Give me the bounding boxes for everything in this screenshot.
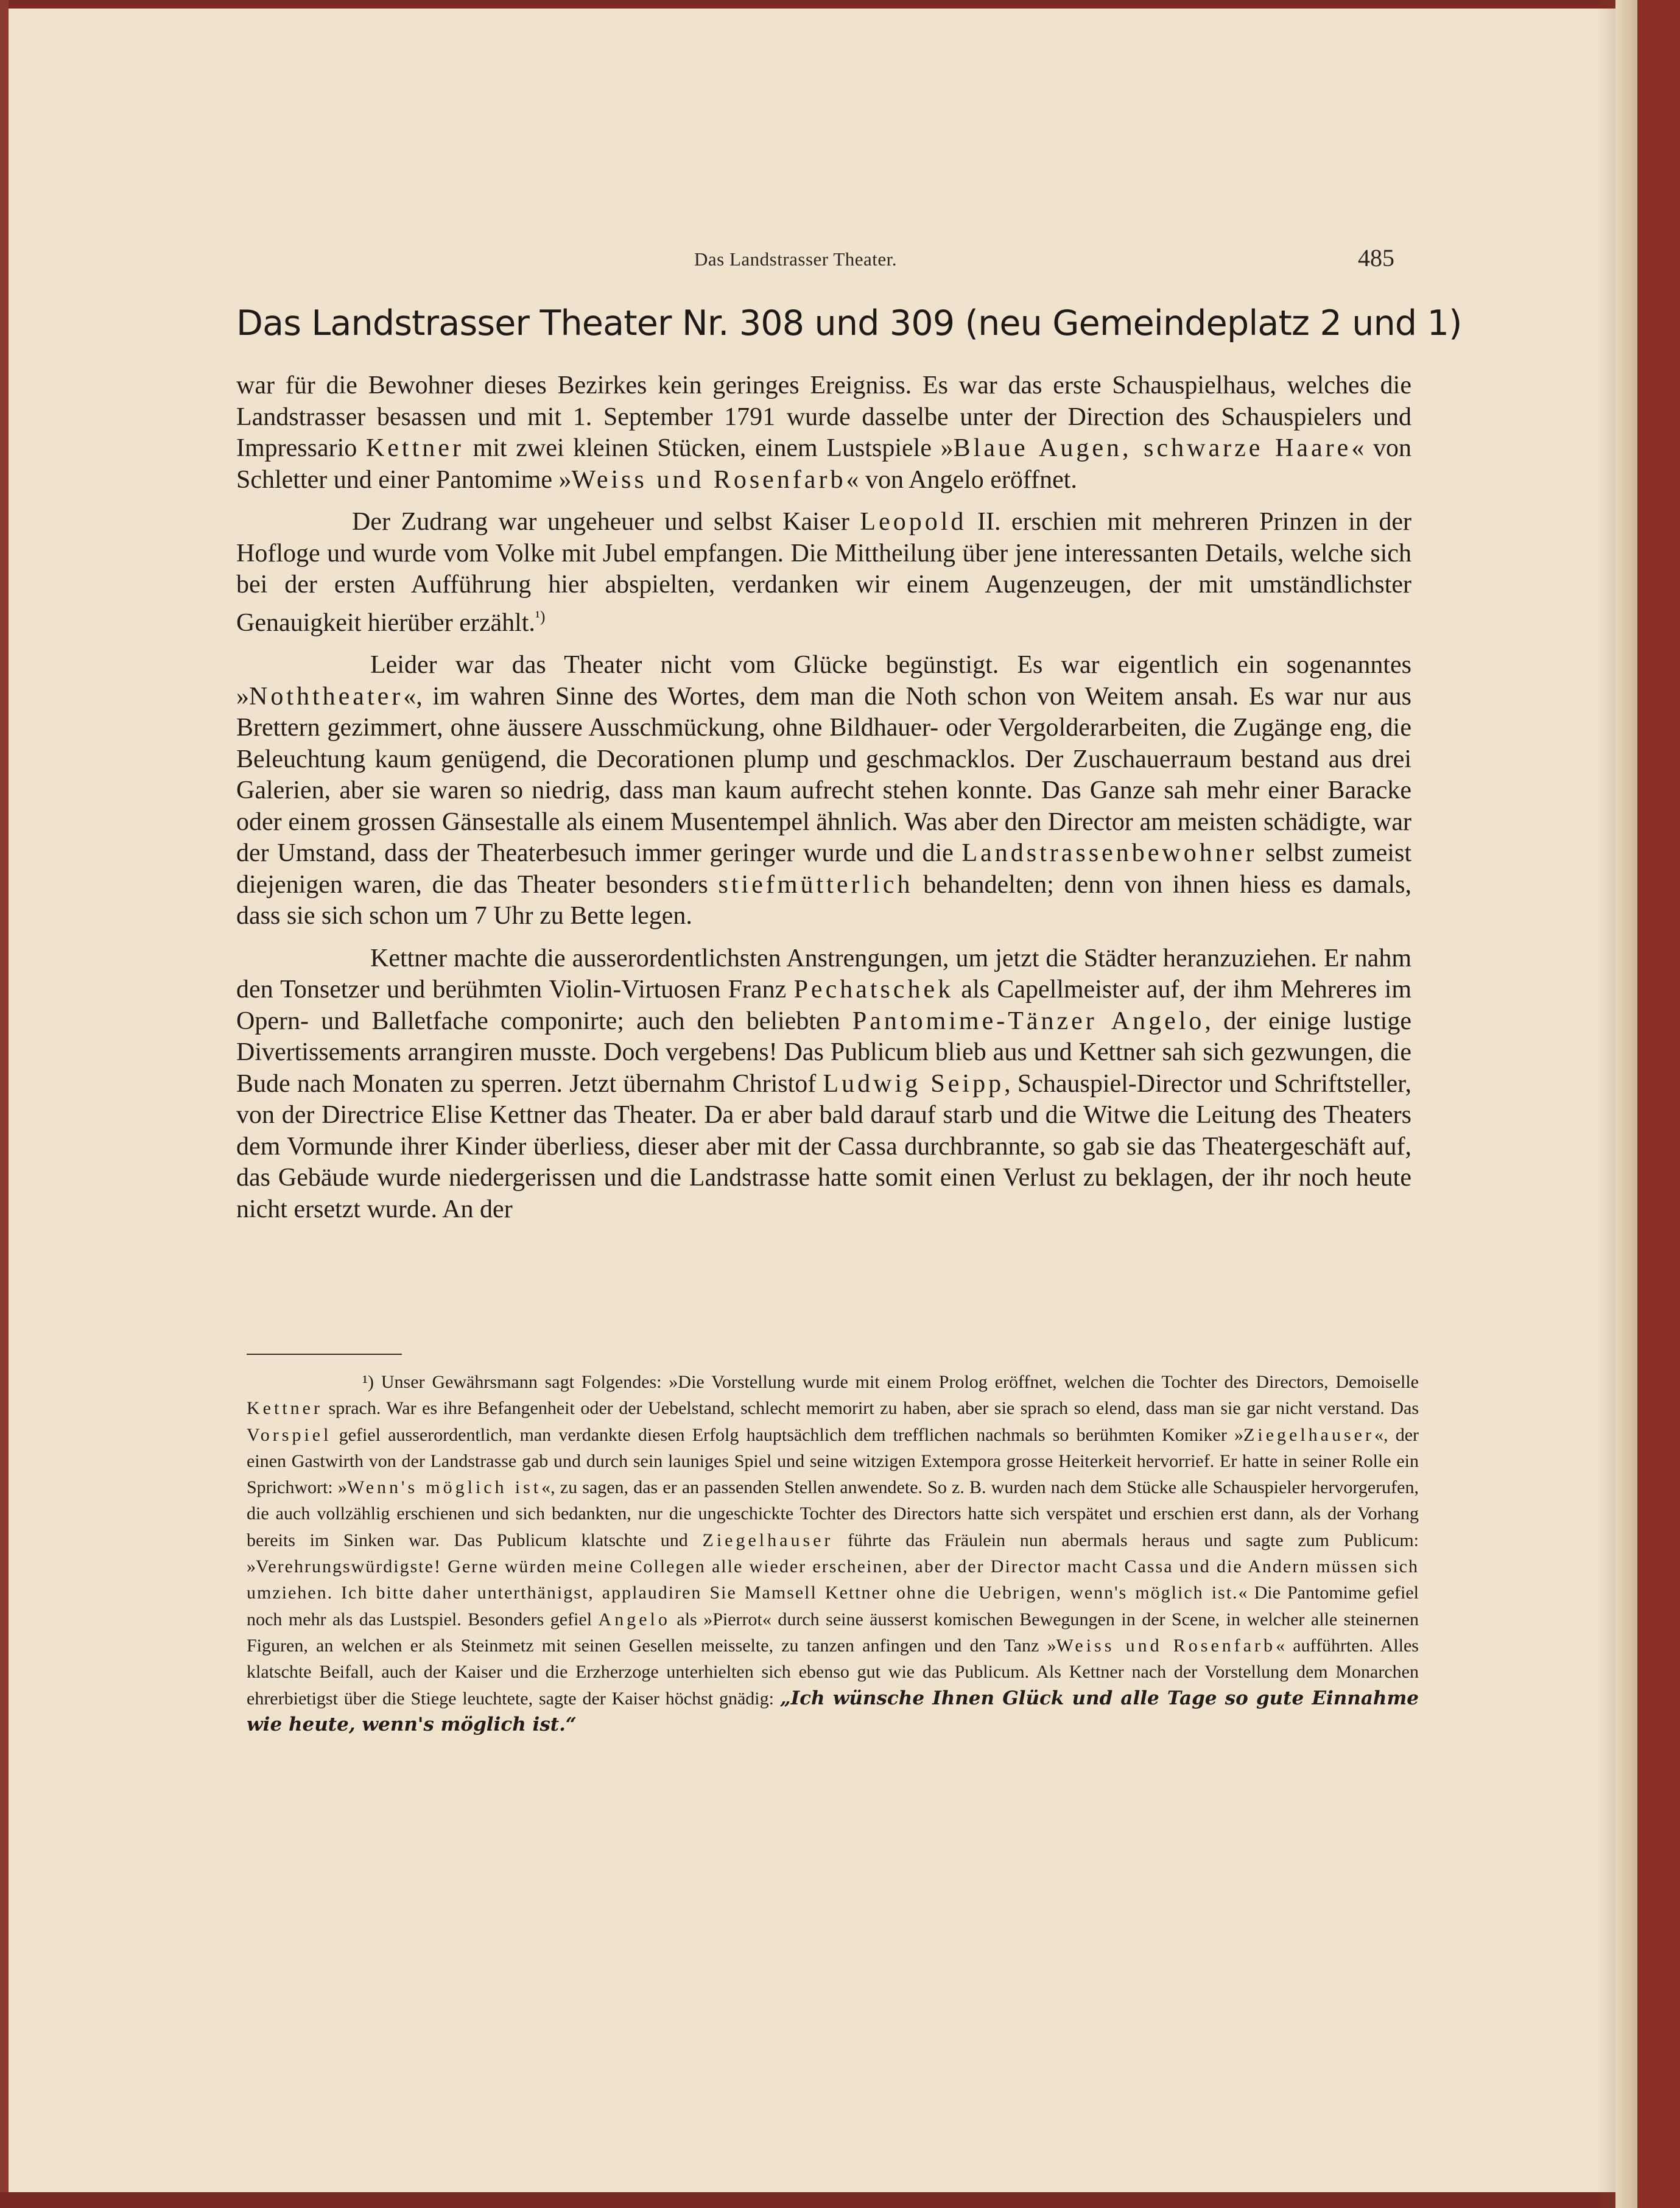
spaced-name: Leopold bbox=[860, 508, 967, 536]
text-run: selbst zumeist diejenigen waren, die das Theater besonders bbox=[236, 839, 1411, 899]
page-left-edge bbox=[0, 0, 9, 2208]
text-run: führte das Fräulein nun abermals heraus und sagte zum Publicum: » bbox=[247, 1530, 1419, 1577]
page-top-edge bbox=[0, 0, 1680, 9]
footnote-paragraph bbox=[247, 1369, 1419, 1738]
spaced-name: Pechatschek bbox=[793, 976, 954, 1004]
text-run: «, im wahren Sinne des Wortes, dem man die Noth schon von Weitem ansah. Es war nur aus Brettern gezimmert, ohne äussere Ausschmückung, ohne Bildhauer- oder Vergolderarbeiten, die Zugänge eng, die Beleuchtung kaum genügend, die Decorationen plump und geschmacklos. Der Zuschauerraum bestand aus drei Galerien, aber sie waren so niedrig, dass man kaum aufrecht stehen konnte. Das Ganze sah mehr einer Baracke oder einem grossen Gänsestalle als einem Musentempel ähnlich. Was aber den Director am meisten schädigte, war der Umstand, dass der Theaterbesuch immer geringer wurde und die bbox=[236, 682, 1411, 867]
spaced-name: Angelo bbox=[598, 1609, 670, 1630]
text-run: Unser Gewährsmann sagt Folgendes: »Die Vorstellung wurde mit einem Prolog eröffnet, welchen die Tochter des Directors, Demoiselle bbox=[373, 1372, 1419, 1392]
text-run: war für die Bewohner dieses Bezirkes kein geringes Ereigniss. Es war das erste Schauspielhaus, welches die Landstrasser besassen und mit 1. September 1791 wurde dasselbe unter der Direction des Schauspielers und Impressario bbox=[236, 371, 1411, 462]
text-run: Kettner machte die ausserordentlichsten Anstrengungen, um jetzt die Städter heranzuziehen. Er nahm den Tonsetzer und berühmten Violin-Virtuosen Franz bbox=[236, 944, 1411, 1004]
spaced-term: Vorspiel bbox=[247, 1424, 332, 1445]
text-run: « Die Pantomime gefiel noch mehr als das Lustspiel. Besonders gefiel bbox=[247, 1583, 1419, 1630]
text-run: als »Pierrot« durch seine äusserst komischen Bewegungen in der Scene, in welcher alle steinernen Figuren, an welchen er als Steinmetz mit seinen Gesellen meisselte, zu tanzen anfingen und den Tanz » bbox=[247, 1609, 1419, 1656]
text-run: « von Angelo eröffnet. bbox=[846, 465, 1077, 494]
page-bottom-edge bbox=[0, 2192, 1680, 2208]
text-run: , der einige lustige Divertissements arrangiren musste. Doch vergebens! Das Publicum blieb aus und Kettner sah sich gezwungen, die Bude nach Monaten zu sperren. Jetzt übernahm Christof bbox=[236, 1007, 1411, 1098]
text-run: gefiel ausserordentlich, man verdankte diesen Erfolg hauptsächlich dem trefflichen nachmals so berühmten Komiker » bbox=[331, 1424, 1244, 1445]
text-run: Leider war das Theater nicht vom Glücke begünstigt. Es war eigentlich ein sogenanntes » bbox=[236, 651, 1411, 711]
spaced-title: Blaue Augen, schwarze Haare bbox=[953, 434, 1352, 462]
text-run: sprach. War es ihre Befangenheit oder der Uebelstand, schlecht memorirt zu haben, aber sie sprach so elend, dass man sie gar nicht verstand. Das bbox=[322, 1398, 1419, 1419]
paragraph bbox=[236, 370, 1411, 496]
spaced-name: Ziegelhauser bbox=[1243, 1424, 1374, 1445]
quoted-speech: Verehrungswürdigste! Gerne würden meine Collegen alle wieder erscheinen, aber der Director macht Cassa und die Andern müssen sich umziehen. Ich bitte daher unterthänigst, applaudiren Sie Mamsell Kettner ohne die Uebrigen, wenn's möglich ist. bbox=[247, 1556, 1419, 1603]
footnote-marker: ¹) bbox=[362, 1372, 374, 1392]
paragraph bbox=[236, 650, 1411, 932]
text-run: Der Zudrang war ungeheuer und selbst Kaiser bbox=[352, 508, 860, 536]
text-run: «, zu sagen, das er an passenden Stellen anwendete. So z. B. wurden nach dem Stücke alle Schauspieler hervorgerufen, die auch vollzählig erschienen und sich bedankten, nur die ungeschickte Tochter des Directors hatte sich verspätet und erschien erst dann, als der Vorhang bereits im Sinken war. Das Publicum klatschte und bbox=[247, 1477, 1419, 1550]
spaced-name: Kettner bbox=[365, 434, 464, 462]
footnote bbox=[247, 1369, 1419, 1738]
running-head: Das Landstrasser Theater. bbox=[694, 248, 898, 270]
text-run: II. erschien mit mehreren Prinzen in der Hofloge und wurde vom Volke mit Jubel empfangen. Die Mittheilung über jene interessanten Details, welche sich bei der ersten Aufführung hier abspielten, verdanken wir einem Augenzeugen, der mit umständlichster Genauigkeit hierüber erzählt. bbox=[236, 508, 1411, 637]
spaced-term: Landstrassenbewohner bbox=[961, 839, 1257, 867]
text-run: behandelten; denn von ihnen hiess es damals, dass sie sich schon um 7 Uhr zu Bette legen. bbox=[236, 870, 1411, 930]
fraktur-quote: „Ich wünsche Ihnen Glück und alle Tage so gute Einnahme wie heute, wenn's möglich ist.“ bbox=[247, 1687, 1419, 1735]
paragraph bbox=[236, 507, 1411, 639]
spaced-name: Ludwig Seipp bbox=[823, 1069, 1005, 1098]
footnote-rule bbox=[247, 1354, 402, 1355]
spine-shadow bbox=[1597, 0, 1615, 2208]
text-run: , Schauspiel-Director und Schriftsteller, von der Directrice Elise Kettner das Theater. Da er aber bald darauf starb und die Witwe die Leitung des Theaters dem Vormunde ihrer Kinder überliess, dieser aber mit der Cassa durchbrannte, so gab sie das Theatergeschäft auf, das Gebäude wurde niedergerissen und die Landstrasse hatte somit einen Verlust zu beklagen, der ihr noch heute nicht ersetzt wurde. An der bbox=[236, 1069, 1411, 1223]
text-run: mit zwei kleinen Stücken, einem Lustspiele » bbox=[463, 434, 954, 462]
spaced-title: Weiss und Rosenfarb bbox=[571, 465, 846, 494]
paragraph bbox=[236, 943, 1411, 1226]
spaced-phrase: Wenn's möglich ist bbox=[346, 1477, 542, 1498]
body-text bbox=[236, 370, 1411, 1236]
spaced-term: stiefmütterlich bbox=[718, 870, 913, 899]
spaced-name: Kettner bbox=[247, 1398, 323, 1419]
spaced-term: Noththeater bbox=[249, 682, 404, 711]
section-heading: Das Landstrasser Theater Nr. 308 und 309 (neu Gemeindeplatz 2 und 1) bbox=[236, 303, 1462, 343]
book-cover-edge bbox=[1637, 0, 1680, 2208]
text-run: « aufführten. Alles klatschte Beifall, auch der Kaiser und die Erzherzoge unterhielten sich ebenso gut wie das Publicum. Als Kettner nach der Vorstellung dem Monarchen ehrerbietigst über die Stiege leuchtete, sagte der Kaiser höchst gnädig: bbox=[247, 1635, 1419, 1709]
footnote-reference: ¹) bbox=[535, 607, 546, 625]
page-number: 485 bbox=[1358, 244, 1394, 272]
text-run: « von Schletter und einer Pantomime » bbox=[236, 434, 1411, 494]
text-run: «, der einen Gastwirth von der Landstrasse gab und durch sein launiges Spiel und seine witzigen Extempora grosse Heiterkeit hervorrief. Er hatte in seiner Rolle ein Sprichwort: » bbox=[247, 1424, 1419, 1498]
spaced-name: Ziegelhauser bbox=[702, 1530, 834, 1550]
spaced-name: Pantomime-Tänzer Angelo bbox=[852, 1007, 1205, 1035]
page-gutter bbox=[1615, 0, 1637, 2208]
spaced-title: Weiss und Rosenfarb bbox=[1056, 1635, 1276, 1656]
text-run: als Capellmeister auf, der ihm Mehreres im Opern- und Balletfache componirte; auch den beliebten bbox=[236, 976, 1411, 1035]
